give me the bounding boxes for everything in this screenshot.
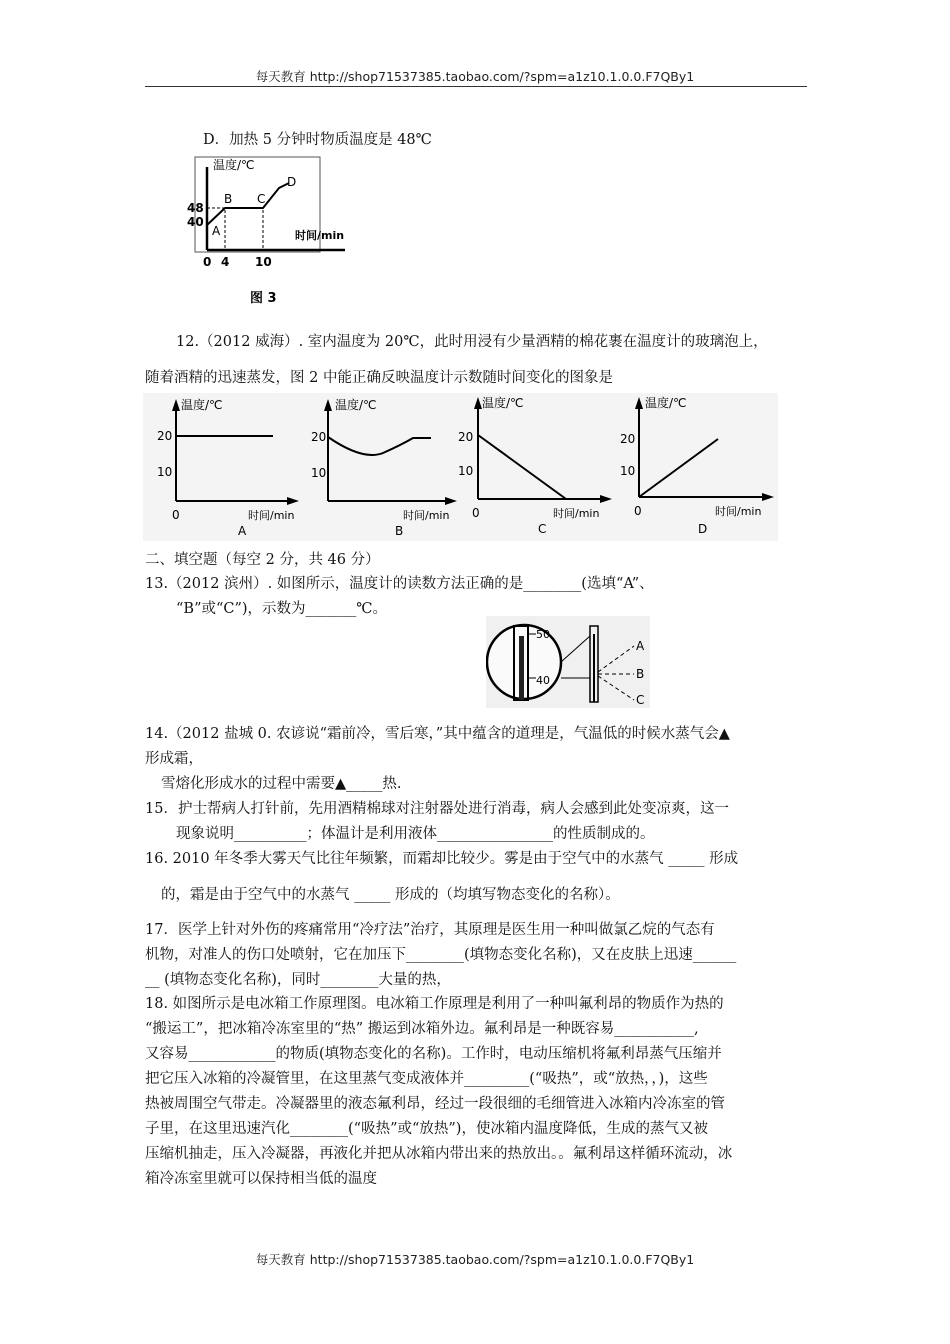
fig3-point-b: B xyxy=(224,192,233,206)
graph-a-xlabel: 时间/min xyxy=(248,509,295,522)
q16-line1: 16. 2010 年冬季大雾天气比往年频繁，而霜却比较少。雾是由于空气中的水蒸气 _____ 形成 xyxy=(145,851,739,867)
graph-b xyxy=(303,393,463,541)
q15-line1: 15．护士帮病人打针前，先用酒精棉球对注射器处进行消毒，病人会感到此处变凉爽，这一 xyxy=(145,801,729,817)
graph-c-y-arrow xyxy=(474,397,482,409)
q14-line2: 形成霜， xyxy=(145,751,203,767)
q15-line2: 现象说明__________；体温计是利用液体________________的性质制成的。 xyxy=(176,826,655,842)
figure-3 xyxy=(185,155,360,310)
graph-d-line xyxy=(639,439,718,497)
graph-b-tick10: 10 xyxy=(311,466,327,480)
fig3-xlabel: 时间/min xyxy=(295,229,345,242)
figure-2 xyxy=(143,393,778,541)
thermometer-figure xyxy=(486,616,650,708)
graph-a-x-arrow xyxy=(287,497,299,505)
fig3-xtick-10: 10 xyxy=(255,255,272,269)
graph-a-tick20: 20 xyxy=(157,429,173,443)
graph-b-ylabel: 温度/℃ xyxy=(335,398,377,412)
graph-a-label: A xyxy=(238,524,247,538)
fig3-ytick-48: 48 xyxy=(187,201,204,215)
q18-line4: 把它压入冰箱的冷凝管里，在这里蒸气变成液体并_________(“吸热”，或“放热，，)，这些 xyxy=(145,1071,708,1087)
graph-c xyxy=(458,393,618,541)
connector-top xyxy=(561,636,590,662)
graph-d xyxy=(618,393,778,541)
q17-line3: __ (填物态变化名称)，同时________大量的热， xyxy=(145,972,451,988)
graph-b-y-arrow xyxy=(324,399,332,411)
graph-d-ylabel: 温度/℃ xyxy=(645,396,687,410)
q16-line2: 的，霜是由于空气中的水蒸气 _____ 形成的（均填写物态变化的名称）。 xyxy=(161,887,620,903)
graph-c-xlabel: 时间/min xyxy=(553,507,600,520)
graph-d-tick20: 20 xyxy=(620,432,636,446)
thermo-mark-40: 40 xyxy=(536,674,550,687)
thermo-label-c: C xyxy=(636,693,645,707)
graph-d-tick10: 10 xyxy=(620,464,636,478)
q18-line5: 热被周围空气带走。冷凝器里的液态氟利昂，经过一段很细的毛细管进入冰箱内冷冻室的管 xyxy=(145,1096,725,1112)
graph-b-xlabel: 时间/min xyxy=(403,509,450,522)
q12-line1: 12.（2012 威海）. 室内温度为 20℃，此时用浸有少量酒精的棉花裹在温度计的玻璃泡上， xyxy=(176,334,768,350)
thermo-label-b: B xyxy=(636,667,645,681)
q14-line3: 雪熔化形成水的过程中需要▲_____热. xyxy=(161,776,402,792)
fig3-ylabel: 温度/℃ xyxy=(213,158,255,172)
page-header: 每天教育 http://shop71537385.taobao.com/?spm=a1z10.1.0.0.F7QBy1 xyxy=(255,69,695,84)
page-footer: 每天教育 http://shop71537385.taobao.com/?spm=a1z10.1.0.0.F7QBy1 xyxy=(255,1252,695,1267)
q12-line2: 随着酒精的迅速蒸发，图 2 中能正确反映温度计示数随时间变化的图象是 xyxy=(145,370,613,386)
graph-c-line xyxy=(478,435,566,499)
q17-line2: 机物，对准人的伤口处喷射，它在加压下________(填物态变化名称)，又在皮肤上迅速______ xyxy=(145,947,737,963)
graph-c-ylabel: 温度/℃ xyxy=(482,396,524,410)
q18-line1: 18. 如图所示是电冰箱工作原理图。电冰箱工作原理是利用了一种叫氟利昂的物质作为热的 xyxy=(145,996,724,1012)
q18-line2: “搬运工”，把冰箱冷冻室里的“热” 搬运到冰箱外边。氟利昂是一种既容易___________, xyxy=(145,1021,699,1037)
q13-line1: 13.（2012 滨州）. 如图所示，温度计的读数方法正确的是________(选填“A”、 xyxy=(145,576,654,592)
option-d: D．加热 5 分钟时物质温度是 48℃ xyxy=(203,132,432,148)
fig3-caption: 图 3 xyxy=(250,291,277,306)
graph-a-y-arrow xyxy=(172,399,180,411)
graph-d-origin: 0 xyxy=(634,504,642,518)
fig3-ytick-40: 40 xyxy=(187,215,204,229)
fig3-point-c: C xyxy=(257,192,266,206)
fig3-xtick-4: 4 xyxy=(221,255,230,269)
thermo-label-a: A xyxy=(636,639,645,653)
graph-b-curve xyxy=(328,437,431,455)
q18-line6: 子里，在这里迅速汽化________(“吸热”或“放热”)，使冰箱内温度降低，生成的蒸气又被 xyxy=(145,1121,708,1137)
graph-a-tick10: 10 xyxy=(157,465,173,479)
fig3-curve xyxy=(207,183,289,225)
fig3-point-d: D xyxy=(287,175,297,189)
q14-line1: 14.（2012 盐城 0. 农谚说“霜前冷，雪后寒，”其中蕴含的道理是，气温低的时候水蒸气会▲ xyxy=(145,726,730,742)
thermo-mark-50: 50 xyxy=(536,628,550,641)
graph-b-label: B xyxy=(395,524,404,538)
sight-line-a xyxy=(598,646,634,672)
graph-d-y-arrow xyxy=(635,397,643,409)
graph-c-origin: 0 xyxy=(472,506,480,520)
q13-line2: “B”或“C”)，示数为_______℃。 xyxy=(176,601,388,617)
thermo-liquid xyxy=(519,636,524,700)
graph-c-tick20: 20 xyxy=(458,430,474,444)
header-rule xyxy=(145,86,807,87)
q18-line3: 又容易____________的物质(填物态变化的名称)。工作时，电动压缩机将氟利昂蒸气压缩并 xyxy=(145,1046,722,1062)
sight-line-c xyxy=(598,676,634,700)
graph-b-x-arrow xyxy=(445,497,457,505)
section-2-title: 二、填空题（每空 2 分，共 46 分） xyxy=(145,552,380,568)
graph-d-xlabel: 时间/min xyxy=(715,505,762,518)
q18-line8: 箱冷冻室里就可以保持相当低的温度 xyxy=(145,1171,377,1187)
q18-line7: 压缩机抽走，压入冷凝器，再液化并把从冰箱内带出来的热放出。。氟利昂这样循环流动，冰 xyxy=(145,1146,733,1162)
graph-d-label: D xyxy=(698,522,708,536)
graph-c-tick10: 10 xyxy=(458,464,474,478)
fig3-point-a: A xyxy=(212,224,221,238)
graph-a-origin: 0 xyxy=(172,508,180,522)
graph-d-x-arrow xyxy=(762,493,774,501)
graph-c-label: C xyxy=(538,522,547,536)
q17-line1: 17．医学上针对外伤的疼痛常用“冷疗法”治疗，其原理是医生用一种叫做氯乙烷的气态有 xyxy=(145,922,715,938)
graph-c-x-arrow xyxy=(600,495,612,503)
graph-a-ylabel: 温度/℃ xyxy=(181,398,223,412)
graph-b-tick20: 20 xyxy=(311,430,327,444)
graph-a xyxy=(143,393,303,541)
fig3-xtick-0: 0 xyxy=(203,255,212,269)
